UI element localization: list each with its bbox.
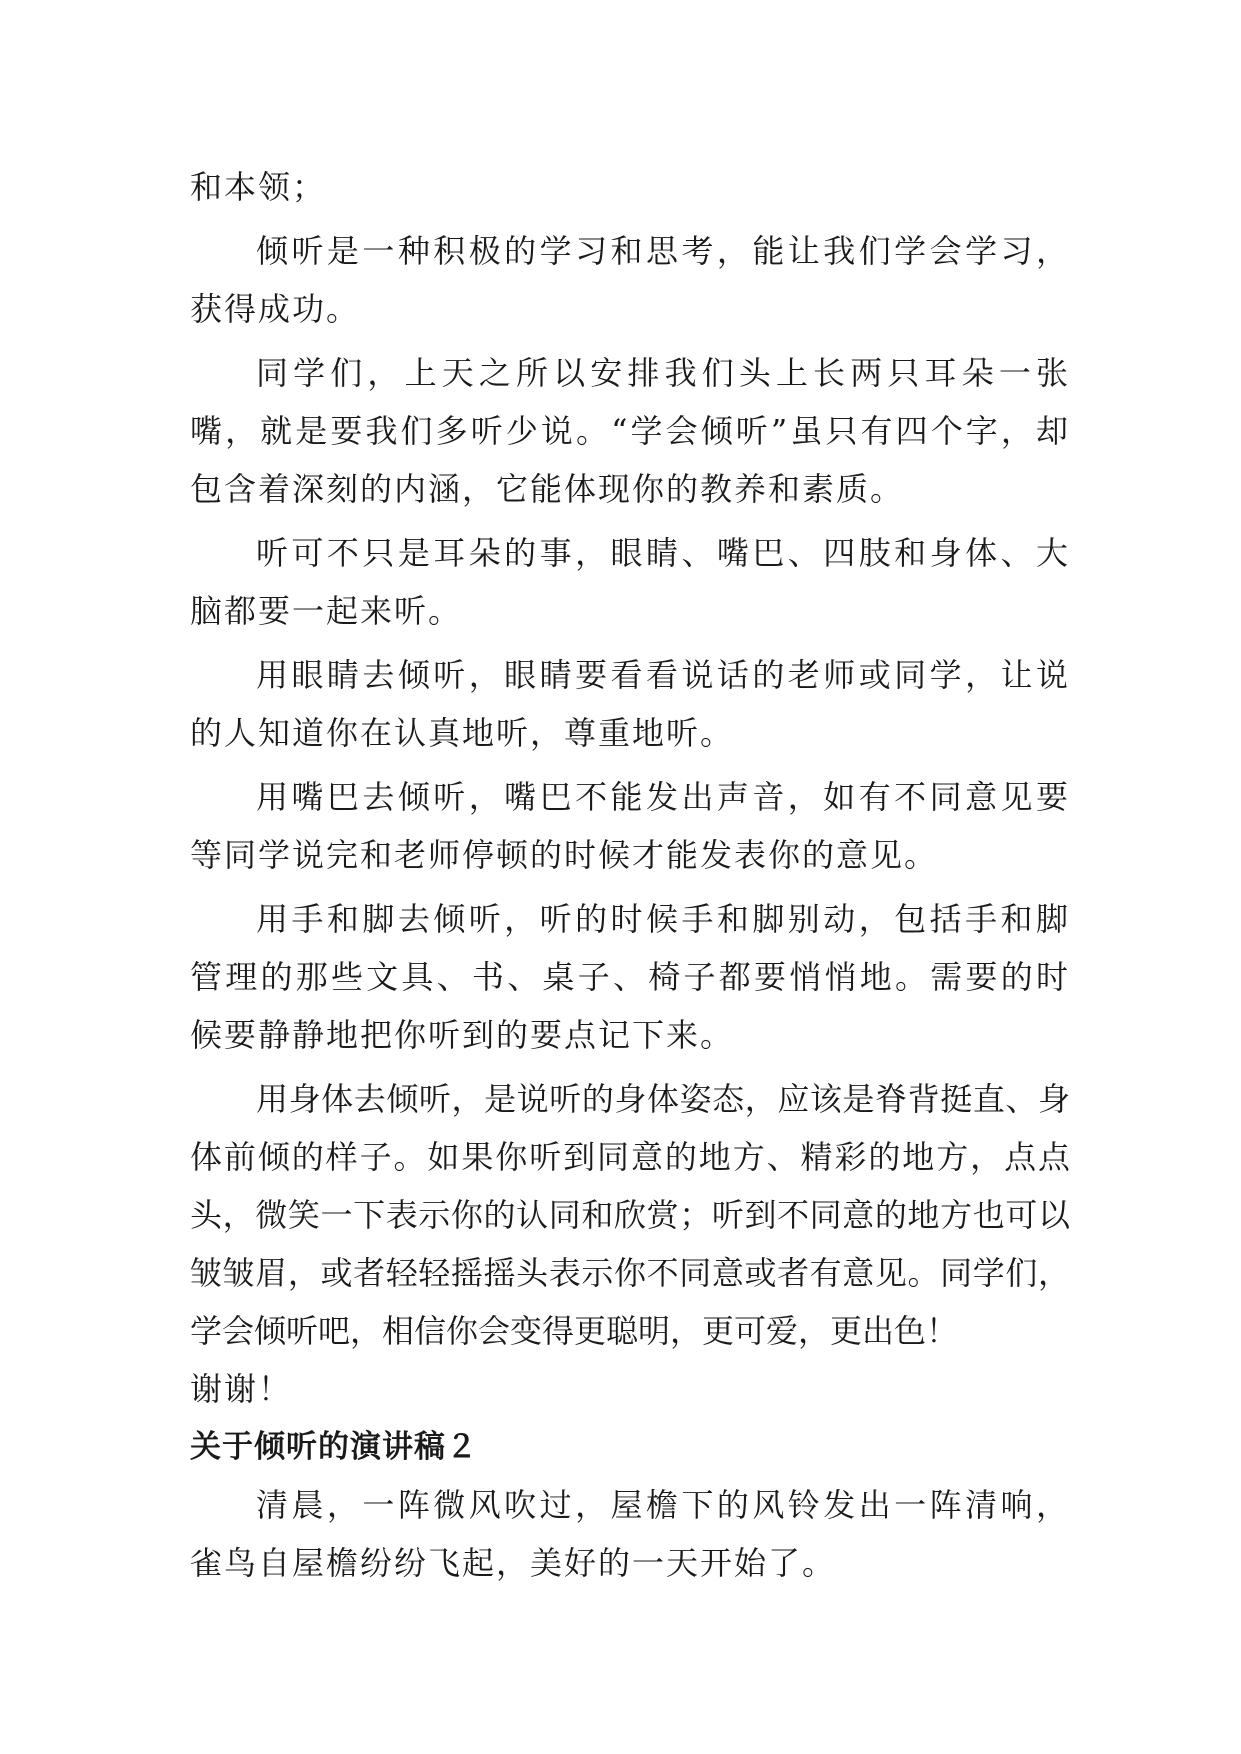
document-body xyxy=(190,158,1070,1592)
paragraph: 用手和脚去倾听，听的时候手和脚别动，包括手和脚管理的那些文具、书、桌子、椅子都要悄悄地。需要的时候要静静地把你听到的要点记下来。 xyxy=(190,900,1070,1054)
paragraph: 用嘴巴去倾听，嘴巴不能发出声音，如有不同意见要等同学说完和老师停顿的时候才能发表你的意见。 xyxy=(190,778,1070,874)
paragraph: 清晨，一阵微风吹过，屋檐下的风铃发出一阵清响，雀鸟自屋檐纷纷飞起，美好的一天开始了。 xyxy=(190,1486,1070,1582)
paragraph: 倾听是一种积极的学习和思考，能让我们学会学习，获得成功。 xyxy=(190,232,1070,328)
paragraph: 用眼睛去倾听，眼睛要看看说话的老师或同学，让说的人知道你在认真地听，尊重地听。 xyxy=(190,656,1070,752)
paragraph-continuation: 和本领； xyxy=(190,168,327,206)
paragraph-closing: 谢谢！ xyxy=(190,1370,293,1408)
paragraph: 同学们，上天之所以安排我们头上长两只耳朵一张嘴，就是要我们多听少说。“学会倾听”虽只有四个字，却包含着深刻的内涵，它能体现你的教养和素质。 xyxy=(190,354,1070,508)
paragraph: 听可不只是耳朵的事，眼睛、嘴巴、四肢和身体、大脑都要一起来听。 xyxy=(190,534,1070,630)
section-heading: 关于倾听的演讲稿２ xyxy=(190,1429,478,1465)
paragraph: 用身体去倾听，是说听的身体姿态，应该是脊背挺直、身体前倾的样子。如果你听到同意的地方、精彩的地方，点点头，微笑一下表示你的认同和欣赏；听到不同意的地方也可以皱皱眉，或者轻轻摇摇头表示你不同意或者有意见。同学们，学会倾听吧，相信你会变得更聪明，更可爱，更出色！ xyxy=(190,1080,1070,1350)
